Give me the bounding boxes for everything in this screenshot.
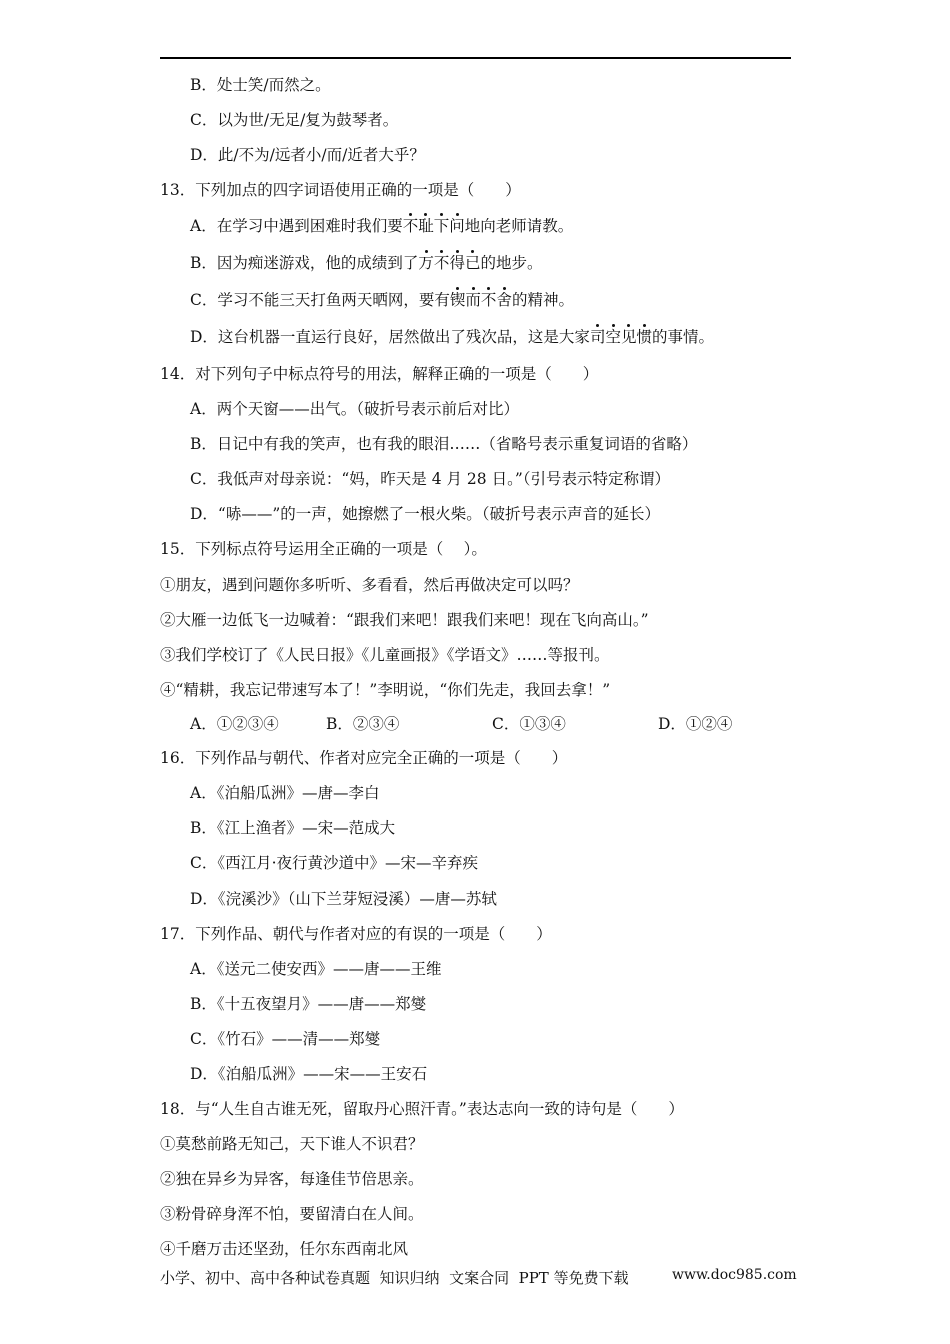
q16-option-a: A．《泊船瓜洲》—唐—李白	[190, 784, 380, 802]
q15-sentence-3: ③我们学校订了《人民日报》《儿童画报》《学语文》……等报刊。	[160, 646, 610, 664]
q17-stem: 17．下列作品、朝代与作者对应的有误的一项是（ ）	[160, 925, 552, 943]
q18-verse-1: ①莫愁前路无知己，天下谁人不识君？	[160, 1135, 424, 1153]
q16-stem: 16．下列作品与朝代、作者对应完全正确的一项是（ ）	[160, 749, 568, 767]
q15-sentence-4: ④“精耕，我忘记带速写本了！”李明说，“你们先走，我回去拿！”	[160, 681, 611, 699]
q18-verse-4: ④千磨万击还坚劲，任尔东西南北风	[160, 1240, 409, 1258]
q15-sentence-1: ①朋友，遇到问题你多听听、多看看，然后再做决定可以吗？	[160, 576, 579, 594]
q16-option-d: D．《浣溪沙》（山下兰芽短浸溪）—唐—苏轼	[190, 890, 497, 908]
q18-verse-2: ②独在异乡为异客，每逢佳节倍思亲。	[160, 1170, 424, 1188]
q15-option-c: C．①③④	[492, 715, 566, 733]
q14-option-a: A．两个天窗——出气。（破折号表示前后对比）	[190, 400, 519, 418]
q17-option-b: B．《十五夜望月》——唐——郑燮	[190, 995, 427, 1013]
q17-option-d: D．《泊船瓜洲》——宋——王安石	[190, 1065, 428, 1083]
q12-option-c: C．以为世/无足/复为鼓琴者。	[190, 111, 399, 129]
q13-stem: 13．下列加点的四字词语使用正确的一项是（ ）	[160, 181, 521, 199]
q12-option-b: B．处士笑/而然之。	[190, 76, 331, 94]
q13-option-c: C．学习不能三天打鱼两天晒网，要有锲而不舍的精神。	[190, 291, 574, 309]
q15-option-b: B．②③④	[326, 715, 400, 733]
footer-url[interactable]: www.doc985.com	[672, 1267, 797, 1283]
q17-option-c: C．《竹石》——清——郑燮	[190, 1030, 381, 1048]
q13-option-a: A．在学习中遇到困难时我们要不耻下问地向老师请教。	[190, 217, 574, 235]
q15-stem: 15．下列标点符号运用全正确的一项是（ ）。	[160, 540, 487, 558]
q16-option-b: B．《江上渔者》—宋—范成大	[190, 819, 396, 837]
q13-option-d: D．这台机器一直运行良好，居然做出了残次品，这是大家司空见惯的事情。	[190, 328, 715, 346]
q15-option-a: A．①②③④	[190, 715, 279, 733]
q12-option-d: D．此/不为/远者小/而/近者大乎？	[190, 146, 425, 164]
q15-sentence-2: ②大雁一边低飞一边喊着：“跟我们来吧！跟我们来吧！现在飞向高山。”	[160, 611, 649, 629]
q17-option-a: A．《送元二使安西》——唐——王维	[190, 960, 442, 978]
q18-stem: 18．与“人生自古谁无死，留取丹心照汗青。”表达志向一致的诗句是（ ）	[160, 1100, 684, 1118]
footer-text: 小学、初中、高中各种试卷真题 知识归纳 文案合同 PPT 等免费下载	[160, 1269, 629, 1287]
q14-option-c: C．我低声对母亲说：“妈，昨天是 4 月 28 日。”（引号表示特定称谓）	[190, 470, 671, 488]
q14-option-d: D．“哧——”的一声，她擦燃了一根火柴。（破折号表示声音的延长）	[190, 505, 661, 523]
q18-verse-3: ③粉骨碎身浑不怕，要留清白在人间。	[160, 1205, 424, 1223]
header-rule	[160, 57, 791, 59]
q16-option-c: C．《西江月·夜行黄沙道中》—宋—辛弃疾	[190, 854, 479, 872]
q13-option-b: B．因为痴迷游戏，他的成绩到了万不得已的地步。	[190, 254, 543, 272]
q14-option-b: B．日记中有我的笑声，也有我的眼泪……（省略号表示重复词语的省略）	[190, 435, 698, 453]
q15-option-d: D．①②④	[658, 715, 733, 733]
q14-stem: 14．对下列句子中标点符号的用法，解释正确的一项是（ ）	[160, 365, 599, 383]
